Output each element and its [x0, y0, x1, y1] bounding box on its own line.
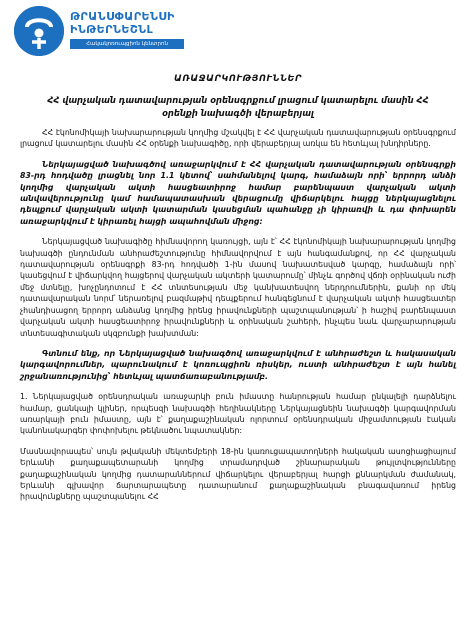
- paragraph-justification: Ներկայացված նախագիծը հիմնավորող կառույցի, այն է՝ ՀՀ էկոնոմիկայի նախարարության կողմից նախագծի ընդունման անհրաժեշտությունը հիմնավորվում է այն հանգամանքով, որ ՀՀ վարչական դատավարության օրենսգրքի 83-րդ հոդվածի 1-ին մասով նախատեսված կարգը, համաձայն որի՝ կասեցվում է վիճարկվող հայցերով վարչական ակտերի կատարումը՝ մինչև գործով վճռի օրինական ուժի մեջ մտնելը, խոչընդոտում է ՀՀ տնտեսության մեջ կանխատեսվող ներդրումներին, քանի որ մեկ դատավարական նորմ՝ ներառելով բազմաթիվ դեպքերում հանգեցնում է վարչական ակտի հասցեատեր չհանդիսացող երրորդ անձանց կողմից իրենց իրավունքների պաշտպանության՝ ի հաշիվ բարենպաստ վարչական ակտի հասցեատիրոջ իրավունքների և օրինական շահերի, ինչպես նաև վարչարարության տնտեսագիտական սկզբունքի խախտման:: [20, 237, 456, 338]
- logo-org-line1: ԹՐԱՆՍՓԱՐԵՆՍԻ: [70, 10, 175, 23]
- logo-emblem-icon: [14, 6, 64, 56]
- document-subtitle: [20, 94, 456, 120]
- paragraph-intro: ՀՀ էկոնոմիկայի նախարարության կողմից մշակվել է ՀՀ վարչական դատավարության օրենսգրքում լրացում կատարելու մասին ՀՀ օրենքի նախագիծը, որի վերաբերյալ առկա են հետևյալ խնդիրները.: [20, 128, 456, 149]
- document-body: [20, 127, 456, 512]
- paragraph-proposal-summary: Ներկայացված նախագծով առաջարկվում է ՀՀ վարչական դատավարության օրենսգրքի 83-րդ հոդվածը լրացնել նոր 1.1 կետով՝ սահմանելով կարգ, համաձայն որի՝ երրորդ անձի կողմից վարչական ակտի հասցեատիրոջ համար բարենպաստ վարչական ակտի անվավերությունը կամ համապատասխան վերացումը վիճարկելու հայցը ներկայացնելու դեպքում վարչական ակտի կատարման կասեցման պահանջը չի կիրառվի և դա փոխարեն առաջարկվում է կիրառել հայցի ապահովման միջոց:: [20, 159, 456, 226]
- paragraph-specifically: Մասնավորապես՝ սույն թվականի մեկտեմբերի 18-ին կառուցապատողների հակական ասոցիացիայում Երևանի քաղաքապետարանի կողմից տրամադրված շինարարական թույլտվությունները քաղաքաշինական կողմից դատարաններում վիճարկելու վերաբերյալ հարցի քննարկման ժամանակ, Երևանի գլխավոր ճարտարապետը դատարանում քաղաքաշինական բնագավառում իրենց իրավունքները պաշտպանելու ՀՀ: [20, 446, 456, 502]
- logo-band-text: Հակակոռուպցիոն կենտրոն: [70, 39, 184, 49]
- paragraph-point-1: 1. Ներկայացված օրենսդրական առաջարկի բուն իմաստը հանրության համար ընկալելի դարձնելու համար, ցանկալի կլիներ, որպեսզի նախագծի հեղինակները Ներկայացնեին նախագծի կարգավորման առարկայի բուն իմաստը, այն է՝ քաղաքաշինական ոլորտում օրենսդրական միջամտության էական կանոնակարգեր փոփոխելու թեկնածու նպատակներ:: [20, 392, 456, 436]
- organization-logo: [14, 6, 174, 58]
- document-subtitle-line1: ՀՀ վարչական դատավարության օրենսգրքում լրացում կատարելու մասին ՀՀ: [47, 95, 429, 105]
- document-subtitle-line2: օրենքի նախագծի վերաբերյալ: [162, 108, 314, 118]
- document-title: ԱՌԱՋԱՐԿՈՒԹՅՈՒՆՆԵՐ: [173, 74, 303, 84]
- document-title-block: [20, 74, 456, 120]
- paragraph-conclusion: Գտնում ենք, որ Ներկայացված նախագծով առաջարկվում է անհրաժեշտ և հակասական կարգավորումներ, պարունակում է կոռուպցիոն ռիսկեր, ուստի անհրաժեշտ է այն հանել շրջանառությունից՝ հետևյալ պատճառաբանությամբ.: [20, 348, 456, 381]
- logo-org-line2: ԻՆԹԵՐՆԵՇՆԼ: [70, 23, 154, 36]
